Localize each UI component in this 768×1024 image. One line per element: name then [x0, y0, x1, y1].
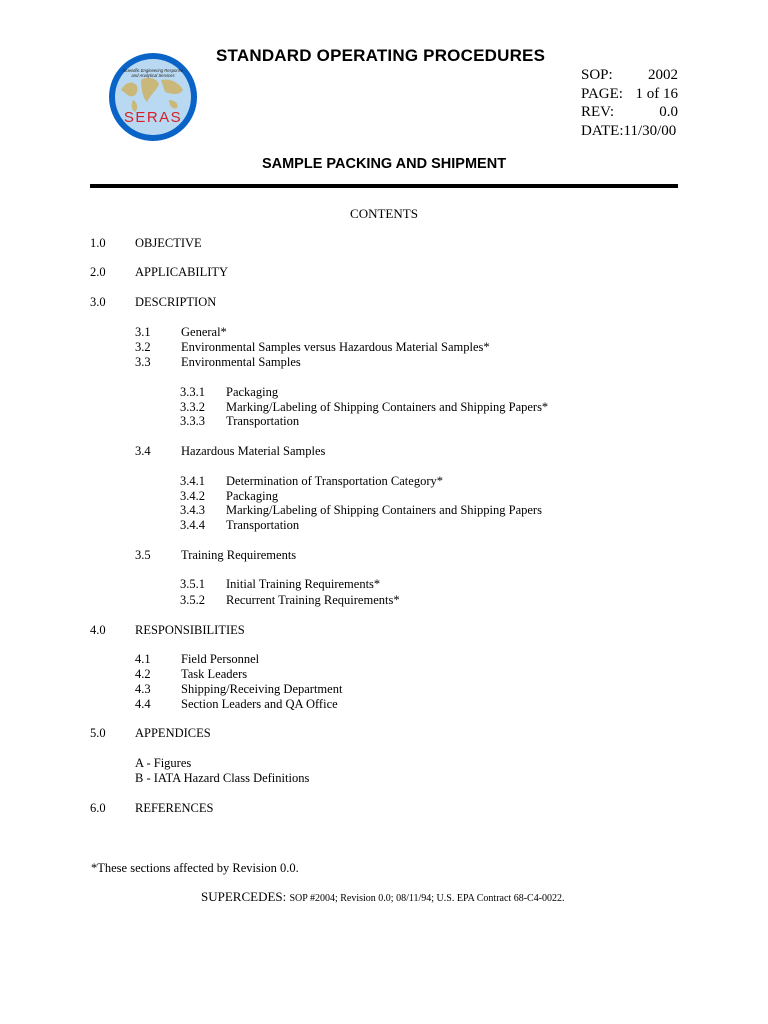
toc-entry-label: Training Requirements [181, 548, 297, 562]
toc-entry-label: Determination of Transportation Category* [226, 474, 443, 488]
toc-entry-label: Initial Training Requirements* [226, 577, 381, 591]
toc-entry-label: Transportation [226, 518, 300, 532]
header-rule [90, 184, 678, 188]
toc-entry-number: 3.3.2 [180, 400, 205, 414]
toc-entry-label: Environmental Samples [181, 355, 301, 369]
toc-entry-label: Task Leaders [181, 667, 248, 681]
meta-value: 11/30/00 [623, 122, 677, 139]
toc-entry-number: 3.2 [135, 340, 151, 354]
toc-entry-label: APPLICABILITY [135, 265, 229, 279]
supercedes-text: SOP #2004; Revision 0.0; 08/11/94; U.S. EPA Contract 68-C4-0022. [289, 893, 565, 904]
meta-sop-row [581, 66, 678, 85]
toc-entry-number: 3.4 [135, 444, 151, 458]
meta-value: 0.0 [659, 104, 678, 120]
meta-rev-row [581, 103, 678, 122]
toc-entry-label: Transportation [226, 414, 300, 428]
meta-page-row [581, 85, 678, 104]
logo-text: SERAS [123, 109, 183, 126]
toc-entry-number: 3.4.2 [180, 489, 205, 503]
toc-entry-label: Environmental Samples versus Hazardous Material Samples* [181, 340, 490, 354]
toc-entry-label: REFERENCES [135, 801, 214, 815]
toc-entry-number: 3.4.4 [180, 518, 205, 532]
toc-entry-number: 4.1 [135, 652, 151, 666]
toc-entry-label: Packaging [226, 385, 279, 399]
toc-entry-label: Marking/Labeling of Shipping Containers and Shipping Papers [226, 503, 542, 517]
toc-entry-label: Marking/Labeling of Shipping Containers and Shipping Papers* [226, 400, 549, 414]
toc-entry-number: 4.4 [135, 697, 151, 711]
toc-entry-number: 3.4.3 [180, 503, 205, 517]
toc-entry-number: 3.0 [90, 295, 106, 309]
toc-entry-number: 5.0 [90, 726, 106, 740]
meta-label: SOP: [581, 67, 613, 83]
toc-entry-number: 3.5 [135, 548, 151, 562]
sop-meta-block [581, 66, 678, 140]
document-subtitle: SAMPLE PACKING AND SHIPMENT [261, 156, 507, 172]
meta-label: PAGE: [581, 85, 623, 102]
toc-entry-number: 3.1 [135, 325, 151, 339]
toc-entry-number: 3.3 [135, 355, 151, 369]
toc-entry-number: 3.3.1 [180, 385, 205, 399]
supercedes-label: SUPERCEDES: [201, 889, 287, 904]
toc-entry-label: DESCRIPTION [135, 295, 217, 309]
logo-tagline-2: and Analytical Services [131, 73, 175, 78]
toc-entry-label: Recurrent Training Requirements* [226, 593, 400, 607]
supercedes-line [201, 889, 565, 905]
toc-entry-label: Section Leaders and QA Office [181, 697, 338, 711]
meta-label: REV: [581, 104, 615, 120]
toc-entry-label: RESPONSIBILITIES [135, 623, 245, 637]
toc-entry-number: 1.0 [90, 236, 106, 250]
document-title: STANDARD OPERATING PROCEDURES [216, 46, 546, 65]
toc-entry-number: 3.5.2 [180, 593, 205, 607]
toc-entry-label: APPENDICES [135, 726, 211, 740]
toc-entry-number: 4.3 [135, 682, 151, 696]
toc-entry-label: Hazardous Material Samples [181, 444, 326, 458]
toc-entry-label: B - IATA Hazard Class Definitions [135, 771, 310, 785]
contents-heading: CONTENTS [350, 206, 418, 221]
meta-value: 2002 [648, 67, 678, 83]
toc-entry-number: 3.4.1 [180, 474, 205, 488]
logo-tagline-1: Scientific Engineering Response [122, 68, 184, 73]
toc-entry-number: 4.0 [90, 623, 106, 637]
toc-entry-label: OBJECTIVE [135, 236, 202, 250]
meta-label: DATE: [581, 122, 624, 139]
toc-entry-number: 2.0 [90, 265, 106, 279]
toc-entry-number: 3.3.3 [180, 414, 205, 428]
meta-value: 1 of 16 [635, 85, 678, 102]
toc-entry-label: Shipping/Receiving Department [181, 682, 343, 696]
revision-footnote: *These sections affected by Revision 0.0. [91, 861, 299, 875]
toc-entry-label: Packaging [226, 489, 279, 503]
meta-date-row [581, 122, 678, 141]
toc-entry-label: General* [181, 325, 227, 339]
toc-entry-label: A - Figures [135, 756, 192, 770]
toc-entry-number: 4.2 [135, 667, 151, 681]
toc-entry-label: Field Personnel [181, 652, 260, 666]
toc-entry-number: 3.5.1 [180, 577, 205, 591]
toc-entry-number: 6.0 [90, 801, 106, 815]
seras-logo [107, 50, 199, 144]
